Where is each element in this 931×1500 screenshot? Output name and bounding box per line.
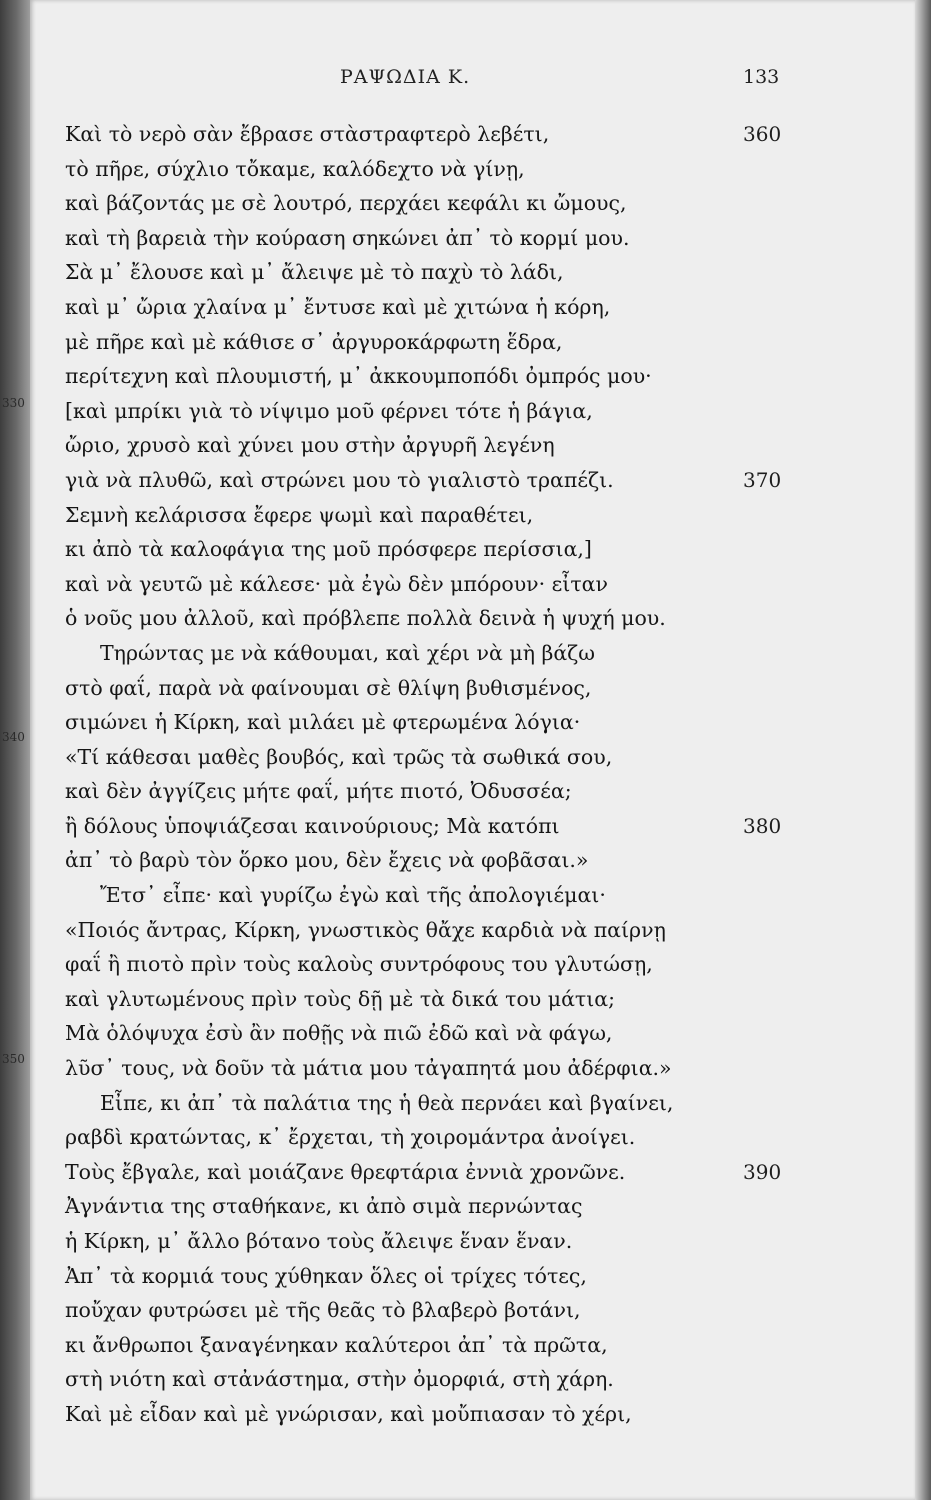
verse-line: [30, 498, 915, 533]
verse-text: κι ἀπὸ τὰ καλοφάγια της μοῦ πρόσφερε περίσσια,]: [65, 537, 592, 562]
verse-line: [30, 1051, 915, 1086]
verse-text: καὶ δὲν ἀγγίζεις μήτε φαΐ, μήτε πιοτό, Ὀδυσσέα;: [65, 779, 572, 804]
verse-line: [30, 843, 915, 878]
verse-line: [30, 809, 915, 844]
verse-text: «Ποιός ἄντρας, Κίρκη, γνωστικὸς θἄχε καρδιὰ νὰ παίρνῃ: [65, 917, 666, 942]
verse-text: καὶ τὴ βαρειὰ τὴν κούραση σηκώνει ἀπ᾽ τὸ κορμί μου.: [65, 225, 630, 250]
verse-text: καὶ βάζοντάς με σὲ λουτρό, περχάει κεφάλι κι ὤμους,: [65, 191, 627, 216]
verse-line: [30, 878, 915, 913]
verse-text: Καὶ μὲ εἶδαν καὶ μὲ γνώρισαν, καὶ μοὔπιασαν τὸ χέρι,: [65, 1401, 632, 1426]
verse-text: ἡ Κίρκη, μ᾽ ἄλλο βότανο τοὺς ἄλειψε ἕναν ἕναν.: [65, 1229, 573, 1253]
verse-text: Σεμνὴ κελάρισσα ἔφερε ψωμὶ καὶ παραθέτει,: [65, 502, 534, 527]
verse-text: Καὶ τὸ νερὸ σὰν ἔβρασε στὰστραφτερὸ λεβέτι,: [65, 122, 550, 146]
book-page: [30, 0, 915, 1500]
verse-text: στὸ φαΐ, παρὰ νὰ φαίνουμαι σὲ θλίψη βυθισμένος,: [65, 675, 592, 700]
verse-line: [30, 982, 915, 1017]
verse-text: μὲ πῆρε καὶ μὲ κάθισε σ᾽ ἀργυροκάρφωτη ἕδρα,: [65, 329, 563, 354]
verse-text: Μὰ ὁλόψυχα ἐσὺ ἂν ποθῇς νὰ πιῶ ἐδῶ καὶ νὰ φάγω,: [65, 1021, 613, 1046]
verse-text: καὶ μ᾽ ὤρια χλαίνα μ᾽ ἔντυσε καὶ μὲ χιτώνα ἡ κόρη,: [65, 294, 611, 319]
verse-text: ὤριο, χρυσὸ καὶ χύνει μου στὴν ἀργυρῆ λεγένη: [65, 433, 555, 458]
verse-text: ὁ νοῦς μου ἀλλοῦ, καὶ πρόβλεπε πολλὰ δεινὰ ἡ ψυχή μου.: [65, 606, 666, 631]
previous-page-edge: [0, 0, 30, 1500]
line-number: 360: [743, 122, 782, 146]
verse-line: [30, 1259, 915, 1294]
verse-line: [30, 1189, 915, 1224]
verse-line: [30, 428, 915, 463]
ghost-line-number: 350: [2, 1052, 25, 1066]
verse-line: [30, 1362, 915, 1397]
verse-line: [30, 913, 915, 948]
verse-line: [30, 740, 915, 775]
verse-text: φαΐ ἢ πιοτὸ πρὶν τοὺς καλοὺς συντρόφους του γλυτώσῃ,: [65, 952, 653, 977]
verse-text: Ἀπ᾽ τὰ κορμιά τους χύθηκαν ὅλες οἱ τρίχες τότες,: [65, 1263, 587, 1288]
verse-text: καὶ γλυτωμένους πρὶν τοὺς δῇ μὲ τὰ δικά του μάτια;: [65, 986, 616, 1011]
verse-line: [30, 705, 915, 740]
verse-line: [30, 186, 915, 221]
page-number: 133: [743, 66, 780, 88]
verse-text: λῦσ᾽ τους, νὰ δοῦν τὰ μάτια μου τἀγαπητά μου ἀδέρφια.»: [65, 1056, 672, 1081]
poem-text: [30, 117, 915, 1432]
ghost-line-number: 340: [2, 730, 25, 744]
verse-line: [30, 567, 915, 602]
verse-line: [30, 255, 915, 290]
verse-line: [30, 1293, 915, 1328]
verse-text: ἀπ᾽ τὸ βαρὺ τὸν ὅρκο μου, δὲν ἔχεις νὰ φοβᾶσαι.»: [65, 848, 589, 873]
verse-text: [καὶ μπρίκι γιὰ τὸ νίψιμο μοῦ φέρνει τότε ἡ βάγια,: [65, 398, 593, 423]
verse-line: [30, 532, 915, 567]
page-header: [30, 62, 915, 92]
verse-line: [30, 463, 915, 498]
verse-text: Τηρώντας με νὰ κάθουμαι, καὶ χέρι νὰ μὴ βάζω: [100, 640, 596, 665]
ghost-line-number: 330: [2, 396, 25, 410]
verse-line: [30, 1155, 915, 1190]
verse-text: Σὰ μ᾽ ἔλουσε καὶ μ᾽ ἄλειψε μὲ τὸ παχὺ τὸ λάδι,: [65, 260, 564, 285]
verse-text: «Τί κάθεσαι μαθὲς βουβός, καὶ τρῶς τὰ σωθικά σου,: [65, 744, 613, 769]
verse-line: [30, 947, 915, 982]
running-title: ΡΑΨΩΔΙΑ Κ.: [340, 66, 471, 88]
verse-text: γιὰ νὰ πλυθῶ, καὶ στρώνει μου τὸ γιαλιστὸ τραπέζι.: [65, 467, 614, 492]
verse-text: Ἔτσ᾽ εἶπε· καὶ γυρίζω ἐγὼ καὶ τῆς ἀπολογιέμαι·: [100, 883, 606, 908]
line-number: 370: [743, 467, 782, 492]
page-right-edge: [915, 0, 931, 1500]
verse-line: [30, 359, 915, 394]
verse-line: [30, 325, 915, 360]
line-number: 380: [743, 813, 782, 838]
verse-text: καὶ νὰ γευτῶ μὲ κάλεσε· μὰ ἐγὼ δὲν μπόρουν· εἶταν: [65, 571, 608, 596]
verse-line: [30, 774, 915, 809]
verse-line: [30, 117, 915, 152]
verse-text: Τοὺς ἔβγαλε, καὶ μοιάζανε θρεφτάρια ἐννιὰ χρονῶνε.: [65, 1159, 626, 1184]
verse-text: Εἶπε, κι ἀπ᾽ τὰ παλάτια της ἡ θεὰ περνάει καὶ βγαίνει,: [100, 1090, 674, 1115]
verse-line: [30, 221, 915, 256]
line-number: 390: [743, 1159, 782, 1184]
verse-line: [30, 671, 915, 706]
verse-text: τὸ πῆρε, σύχλιο τὄκαμε, καλόδεχτο νὰ γίνῃ,: [65, 156, 525, 181]
verse-text: περίτεχνη καὶ πλουμιστή, μ᾽ ἀκκουμποπόδι ὀμπρός μου·: [65, 364, 652, 389]
verse-line: [30, 636, 915, 671]
verse-text: Ἀγνάντια της σταθήκανε, κι ἀπὸ σιμὰ περνώντας: [65, 1194, 583, 1219]
verse-line: [30, 290, 915, 325]
verse-line: [30, 1016, 915, 1051]
verse-line: [30, 1224, 915, 1259]
verse-text: στὴ νιότη καὶ στἀνάστημα, στὴν ὀμορφιά, στὴ χάρη.: [65, 1367, 614, 1392]
verse-line: [30, 394, 915, 429]
verse-line: [30, 1086, 915, 1121]
verse-line: [30, 601, 915, 636]
verse-line: [30, 152, 915, 187]
verse-line: [30, 1397, 915, 1432]
verse-text: σιμώνει ἡ Κίρκη, καὶ μιλάει μὲ φτερωμένα λόγια·: [65, 710, 581, 735]
verse-text: ραβδὶ κρατώντας, κ᾽ ἔρχεται, τὴ χοιρομάντρα ἀνοίγει.: [65, 1125, 636, 1150]
verse-text: ἢ δόλους ὑποψιάζεσαι καινούριους; Μὰ κατόπι: [65, 813, 560, 838]
verse-line: [30, 1328, 915, 1363]
verse-line: [30, 1120, 915, 1155]
verse-text: ποὔχαν φυτρώσει μὲ τῆς θεᾶς τὸ βλαβερὸ βοτάνι,: [65, 1298, 581, 1323]
verse-text: κι ἄνθρωποι ξαναγένηκαν καλύτεροι ἀπ᾽ τὰ πρῶτα,: [65, 1332, 608, 1357]
